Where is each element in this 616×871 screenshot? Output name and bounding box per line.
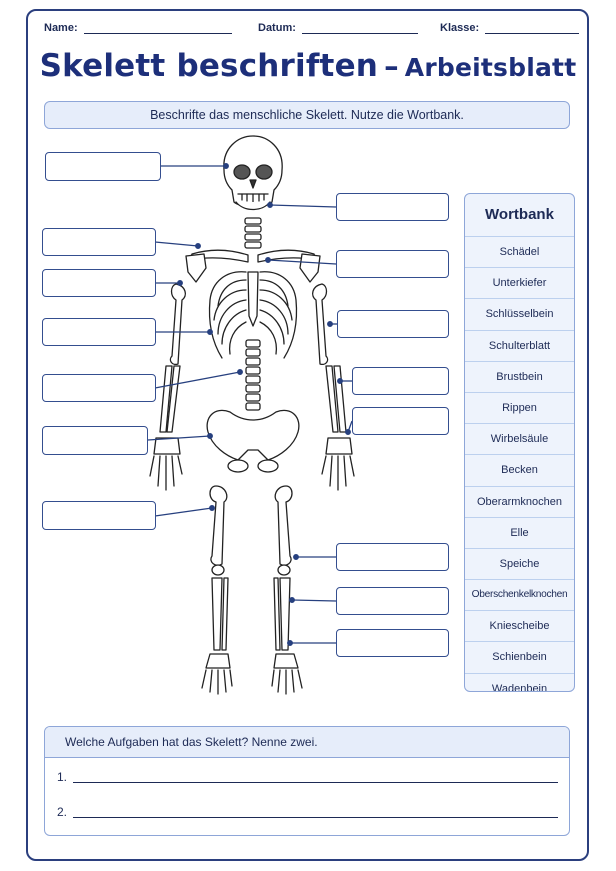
- left-scapula-icon: [186, 254, 206, 282]
- wordbank-item: Rippen: [465, 392, 574, 423]
- label-box-2[interactable]: [42, 228, 156, 256]
- label-box-3[interactable]: [42, 269, 156, 297]
- class-label: Klasse:: [440, 22, 480, 34]
- left-patella-icon: [212, 565, 224, 575]
- date-label: Datum:: [258, 22, 296, 34]
- instruction-banner: Beschrifte das menschliche Skelett. Nutze die Wortbank.: [44, 101, 570, 129]
- wordbank-item: Kniescheibe: [465, 610, 574, 641]
- label-box-13[interactable]: [336, 543, 449, 571]
- answer-number-1: 1.: [57, 770, 68, 784]
- answer-line-2[interactable]: [73, 817, 558, 818]
- question-text: Welche Aufgaben hat das Skelett? Nenne zwei.: [45, 727, 569, 758]
- right-foot-icon: [272, 654, 302, 694]
- right-femur-icon: [275, 486, 292, 565]
- wordbank-item: Oberarmknochen: [465, 486, 574, 517]
- label-box-6[interactable]: [42, 426, 148, 455]
- title-dash: –: [384, 49, 399, 83]
- answer-line-1[interactable]: [73, 782, 558, 783]
- wordbank-item: Schlüsselbein: [465, 298, 574, 329]
- label-box-4[interactable]: [42, 318, 156, 346]
- label-box-12[interactable]: [352, 407, 449, 435]
- pelvis-icon: [207, 410, 299, 460]
- label-box-10[interactable]: [337, 310, 449, 338]
- label-box-7[interactable]: [42, 501, 156, 530]
- right-patella-icon: [278, 565, 290, 575]
- right-hand-icon: [322, 438, 354, 490]
- answer-number-2: 2.: [57, 805, 68, 819]
- label-box-14[interactable]: [336, 587, 449, 615]
- label-box-5[interactable]: [42, 374, 156, 402]
- left-femur-icon: [210, 486, 227, 565]
- right-fibula-icon: [274, 578, 280, 650]
- wordbank-item: Speiche: [465, 548, 574, 579]
- question-panel: [44, 726, 570, 836]
- wordbank-item: Becken: [465, 454, 574, 485]
- label-box-9[interactable]: [336, 250, 449, 278]
- right-scapula-icon: [300, 254, 320, 282]
- label-box-11[interactable]: [352, 367, 449, 395]
- label-box-15[interactable]: [336, 629, 449, 657]
- wordbank-item: Schienbein: [465, 641, 574, 672]
- sternum-icon: [248, 272, 258, 326]
- wordbank-item: Unterkiefer: [465, 267, 574, 298]
- name-label: Name:: [44, 22, 78, 34]
- left-hand-icon: [150, 438, 182, 490]
- wordbank-item: Brustbein: [465, 361, 574, 392]
- wordbank-panel: [464, 193, 575, 692]
- title-sub: Arbeitsblatt: [404, 53, 577, 82]
- wordbank-item: Schädel: [465, 236, 574, 267]
- title-main: Skelett beschriften: [39, 48, 379, 84]
- right-tibia-icon: [280, 578, 290, 650]
- label-box-1[interactable]: [45, 152, 161, 181]
- wordbank-item: Elle: [465, 517, 574, 548]
- left-fibula-icon: [222, 578, 228, 650]
- left-foot-icon: [202, 654, 232, 694]
- wordbank-item: Wadenbein: [465, 673, 574, 692]
- wordbank-title: Wortbank: [485, 206, 554, 223]
- label-box-8[interactable]: [336, 193, 449, 221]
- left-tibia-icon: [212, 578, 222, 650]
- wordbank-item: Wirbelsäule: [465, 423, 574, 454]
- right-humerus-icon: [313, 284, 328, 364]
- skull-icon: [224, 136, 282, 210]
- neck-vertebrae-icon: [245, 218, 261, 248]
- wordbank-item: Oberschenkelknochen: [465, 579, 574, 610]
- left-humerus-icon: [170, 284, 185, 364]
- spine-icon: [246, 340, 260, 410]
- wordbank-item: Schulterblatt: [465, 330, 574, 361]
